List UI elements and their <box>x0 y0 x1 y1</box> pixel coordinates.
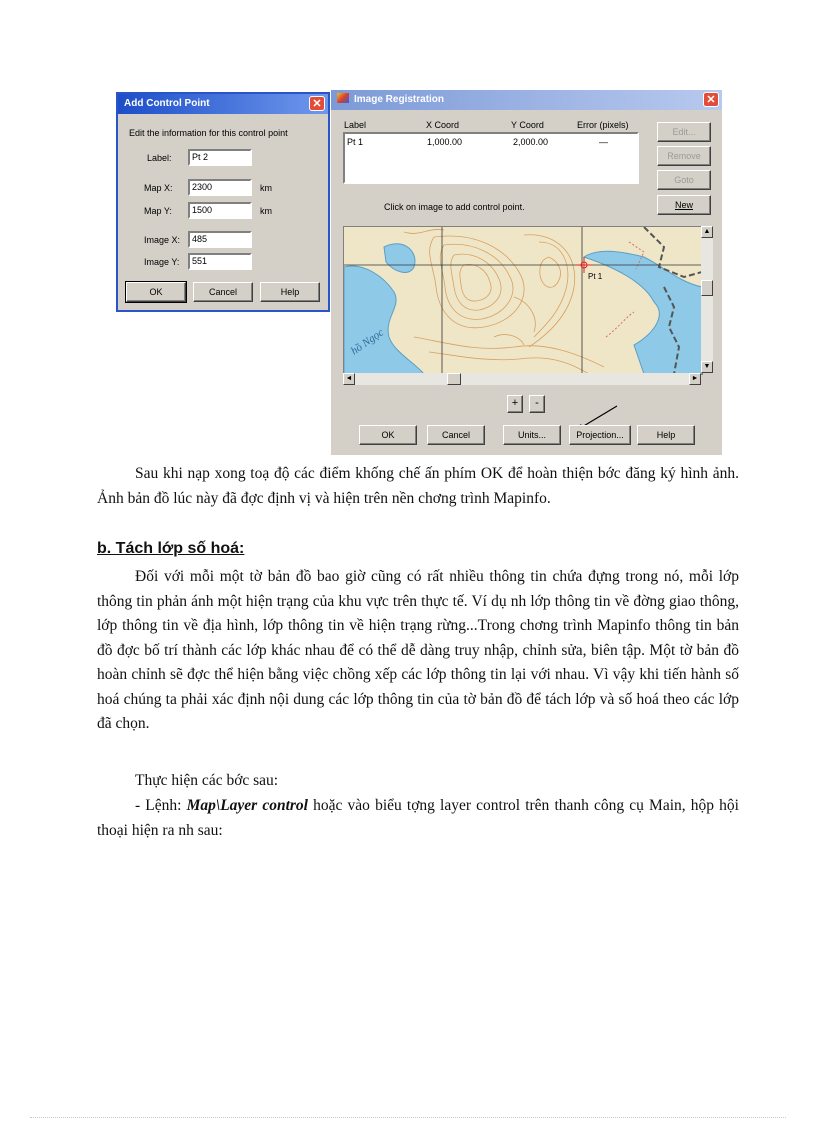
label-field[interactable]: Pt 2 <box>188 149 252 166</box>
image-y-caption: Image Y: <box>144 257 180 267</box>
help-button[interactable]: Help <box>637 425 695 445</box>
image-x-caption: Image X: <box>144 235 181 245</box>
command-prefix: - Lệnh: <box>135 797 187 814</box>
paragraph-layer-separation: Đối với mỗi một tờ bản đồ bao giờ cũng có rất nhiều thông tin chứa đựng trong nó, mỗi lớp thông tin phản ánh một hiện trạng của khu vực trên thực tế. Ví dụ nh lớp thông tin về đờng giao thông, lớp thông tin về địa hình, lớp thông tin về hiện trạng rừng...Trong chơng trình Mapinfo thông tin bản đồ đợc bố trí thành các lớp khác nhau để có thể dễ dàng truy nhập, chỉnh sửa, biên tập. Một tờ bản đồ hoàn chỉnh sẽ đợc thể hiện bằng việc chồng xếp các lớp thông tin lại với nhau. Vì vậy khi tiến hành số hoá chúng ta phải xác định nội dung các lớp thông tin của tờ bản đồ để tách lớp và số hoá theo các lớp đã chọn. <box>97 568 739 732</box>
help-button[interactable]: Help <box>260 282 320 302</box>
ok-button[interactable]: OK <box>359 425 417 445</box>
scroll-down-icon[interactable]: ▼ <box>701 361 713 373</box>
column-header-error[interactable]: Error (pixels) <box>577 120 629 130</box>
map-y-field[interactable]: 1500 <box>188 202 252 219</box>
map-image[interactable] <box>343 226 703 375</box>
topographic-map[interactable] <box>344 227 702 374</box>
map-water-label: hồ Ngọc <box>348 326 387 358</box>
row-label: Pt 1 <box>347 137 364 147</box>
paragraph-steps-intro: Thực hiện các bớc sau: <box>135 772 279 789</box>
column-header-label[interactable]: Label <box>344 120 367 130</box>
image-registration-titlebar[interactable] <box>331 90 722 110</box>
map-y-caption: Map Y: <box>144 206 172 216</box>
projection-button[interactable]: Projection... <box>569 425 631 445</box>
map-point-label: Pt 1 <box>588 272 603 281</box>
command-description: hoặc vào biểu tợng layer control trên thanh công cụ Main, hộp hội thoại hiện ra nh sau: <box>97 797 739 839</box>
command-name: Map\Layer control <box>186 797 308 814</box>
remove-button[interactable]: Remove <box>657 146 711 166</box>
click-hint: Click on image to add control point. <box>384 202 525 212</box>
add-control-point-titlebar[interactable] <box>118 94 328 114</box>
cancel-button[interactable]: Cancel <box>427 425 485 445</box>
scroll-thumb[interactable] <box>701 280 713 296</box>
column-header-y-coord[interactable]: Y Coord <box>511 120 544 130</box>
control-point-list[interactable] <box>343 132 639 184</box>
map-y-unit: km <box>260 206 272 216</box>
scroll-left-icon[interactable]: ◄ <box>343 373 355 385</box>
goto-button[interactable]: Goto <box>657 170 711 190</box>
map-x-unit: km <box>260 183 272 193</box>
units-button[interactable]: Units... <box>503 425 561 445</box>
ok-button[interactable]: OK <box>126 282 186 302</box>
table-row[interactable] <box>347 137 637 149</box>
row-x: 1,000.00 <box>427 137 463 147</box>
zoom-out-button[interactable]: - <box>529 395 545 413</box>
image-y-field[interactable]: 551 <box>188 253 252 270</box>
add-control-point-title: Add Control Point <box>124 98 210 109</box>
column-header-x-coord[interactable]: X Coord <box>426 120 460 130</box>
app-icon <box>337 93 349 103</box>
close-icon[interactable]: ✕ <box>703 92 719 107</box>
add-control-point-dialog <box>116 92 330 312</box>
section-heading: b. Tách lớp số hoá: <box>97 540 245 557</box>
image-registration-dialog <box>331 90 722 455</box>
instruction-text: Edit the information for this control point <box>129 128 288 138</box>
page-bottom-divider <box>30 1117 786 1118</box>
map-x-field[interactable]: 2300 <box>188 179 252 196</box>
scroll-right-icon[interactable]: ► <box>689 373 701 385</box>
image-registration-title: Image Registration <box>354 94 445 105</box>
map-x-caption: Map X: <box>144 183 173 193</box>
scroll-thumb[interactable] <box>447 373 461 385</box>
close-icon[interactable]: ✕ <box>309 96 325 111</box>
cancel-button[interactable]: Cancel <box>193 282 253 302</box>
paragraph-registration-complete: Sau khi nạp xong toạ độ các điểm khống chế ấn phím OK để hoàn thiện bớc đăng ký hình ảnh. Ảnh bản đồ lúc này đã đợc định vị và hiện trên nền chơng trình Mapinfo. <box>97 465 739 507</box>
zoom-in-button[interactable]: + <box>507 395 523 413</box>
image-x-field[interactable]: 485 <box>188 231 252 248</box>
label-caption: Label: <box>147 153 172 163</box>
map-vertical-scrollbar[interactable] <box>701 226 713 373</box>
row-y: 2,000.00 <box>513 137 549 147</box>
paragraph-command <box>97 794 739 843</box>
new-button[interactable]: New <box>657 195 711 215</box>
edit-button[interactable]: Edit... <box>657 122 711 142</box>
row-error: — <box>599 137 608 147</box>
scroll-up-icon[interactable]: ▲ <box>701 226 713 238</box>
map-horizontal-scrollbar[interactable] <box>343 373 701 385</box>
